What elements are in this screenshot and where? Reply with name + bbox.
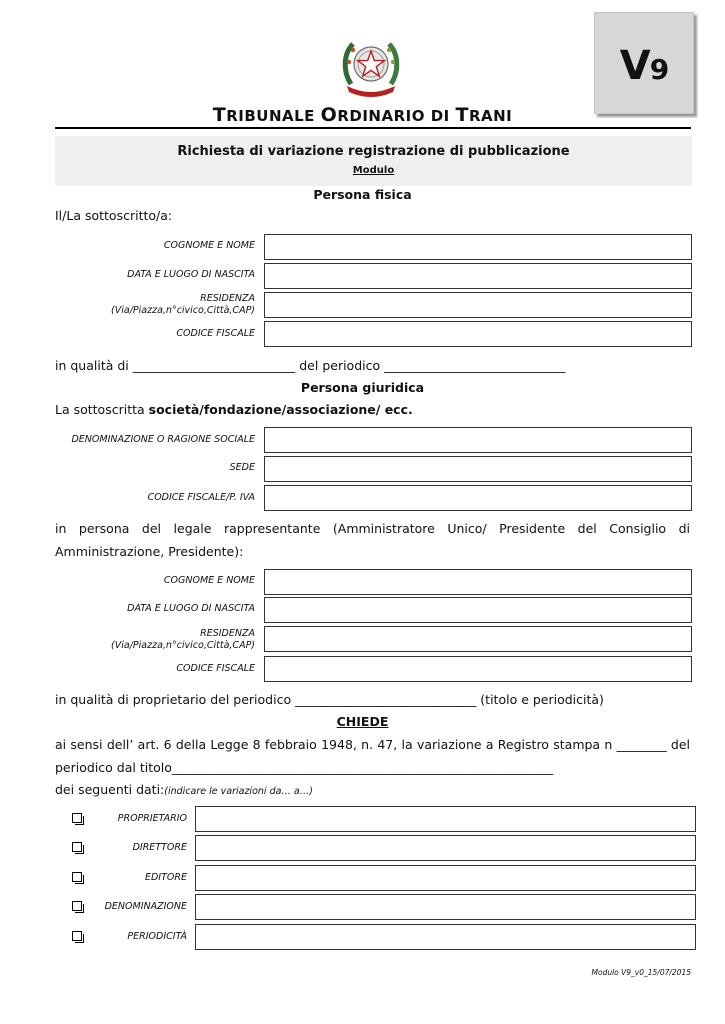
- label-codice-fiscale-piva: CODICE FISCALE/P. IVA: [147, 492, 255, 503]
- section-heading-persona-giuridica: Persona giuridica: [300, 380, 425, 395]
- italian-republic-emblem-icon: [339, 34, 403, 100]
- field-cognome-nome[interactable]: [264, 234, 692, 260]
- field-data-luogo-nascita[interactable]: [264, 263, 692, 289]
- label-codice-fiscale: CODICE FISCALE: [176, 328, 255, 339]
- checkbox-periodicita[interactable]: [72, 931, 82, 941]
- field-rep-cognome-nome[interactable]: [264, 569, 692, 595]
- request-line-2: periodico dal titolo_____________________________________________________________: [55, 760, 554, 775]
- field-proprietario[interactable]: [195, 806, 696, 832]
- label-residenza: RESIDENZA: [200, 293, 255, 304]
- checkbox-denominazione[interactable]: [72, 901, 82, 911]
- section-heading-chiede: CHIEDE: [336, 714, 389, 729]
- checkbox-editore[interactable]: [72, 872, 82, 882]
- label-editore: EDITORE: [144, 872, 187, 883]
- field-sede[interactable]: [264, 456, 692, 482]
- field-residenza[interactable]: [264, 292, 692, 318]
- label-residenza-hint: (Via/Piazza,n°civico,Città,CAP): [111, 305, 255, 316]
- field-codice-fiscale[interactable]: [264, 321, 692, 347]
- title-divider: [55, 127, 691, 129]
- field-denominazione-option[interactable]: [195, 894, 696, 920]
- representative-line-2: Amministrazione, Presidente):: [55, 544, 244, 559]
- role-line: in qualità di __________________________ del periodico _____________________________: [55, 358, 566, 373]
- checkbox-direttore[interactable]: [72, 842, 82, 852]
- request-line-3: dei seguenti dati:(indicare le variazioni da… a…): [55, 782, 313, 797]
- label-rep-cognome-nome: COGNOME E NOME: [163, 575, 255, 586]
- field-rep-residenza[interactable]: [264, 626, 692, 652]
- form-code-badge: [594, 12, 694, 114]
- label-periodicita: PERIODICITÀ: [127, 931, 187, 942]
- owner-line: in qualità di proprietario del periodico _____________________________ (titolo e periodicità): [55, 692, 604, 707]
- label-proprietario: PROPRIETARIO: [117, 813, 187, 824]
- label-cognome-nome: COGNOME E NOME: [163, 240, 255, 251]
- court-title: TRIBUNALE ORDINARIO DI TRANI: [212, 104, 513, 126]
- badge-number: 9: [649, 53, 669, 86]
- representative-line-1: in persona del legale rappresentante (Amministratore Unico/ Presidente del Consiglio di: [55, 521, 690, 536]
- form-subtitle: Modulo: [352, 165, 395, 176]
- label-rep-residenza-hint: (Via/Piazza,n°civico,Città,CAP): [111, 640, 255, 651]
- persona-fisica-intro: Il/La sottoscritto/a:: [55, 208, 173, 223]
- footer-version: Modulo V9_v0_15/07/2015: [591, 968, 691, 977]
- field-direttore[interactable]: [195, 835, 696, 861]
- checkbox-proprietario[interactable]: [72, 813, 82, 823]
- field-periodicita[interactable]: [195, 924, 696, 950]
- label-denominazione-option: DENOMINAZIONE: [104, 901, 187, 912]
- label-rep-codice-fiscale: CODICE FISCALE: [176, 663, 255, 674]
- label-denominazione: DENOMINAZIONE O RAGIONE SOCIALE: [71, 434, 255, 445]
- field-codice-fiscale-piva[interactable]: [264, 485, 692, 511]
- field-editore[interactable]: [195, 865, 696, 891]
- form-header: [55, 136, 692, 186]
- field-rep-codice-fiscale[interactable]: [264, 656, 692, 682]
- request-line-1: ai sensi dell’ art. 6 della Legge 8 febbraio 1948, n. 47, la variazione a Registro stampa n ________ del: [55, 737, 690, 752]
- label-direttore: DIRETTORE: [132, 842, 187, 853]
- label-sede: SEDE: [229, 462, 255, 473]
- label-rep-residenza: RESIDENZA: [200, 628, 255, 639]
- badge-letter: V: [619, 43, 650, 89]
- section-heading-persona-fisica: Persona fisica: [313, 187, 412, 202]
- field-rep-data-luogo-nascita[interactable]: [264, 597, 692, 623]
- form-title: Richiesta di variazione registrazione di pubblicazione: [177, 144, 570, 159]
- field-denominazione[interactable]: [264, 427, 692, 453]
- label-rep-data-luogo-nascita: DATA E LUOGO DI NASCITA: [127, 603, 255, 614]
- label-data-luogo-nascita: DATA E LUOGO DI NASCITA: [127, 269, 255, 280]
- persona-giuridica-intro: La sottoscritta società/fondazione/associazione/ ecc.: [55, 402, 413, 417]
